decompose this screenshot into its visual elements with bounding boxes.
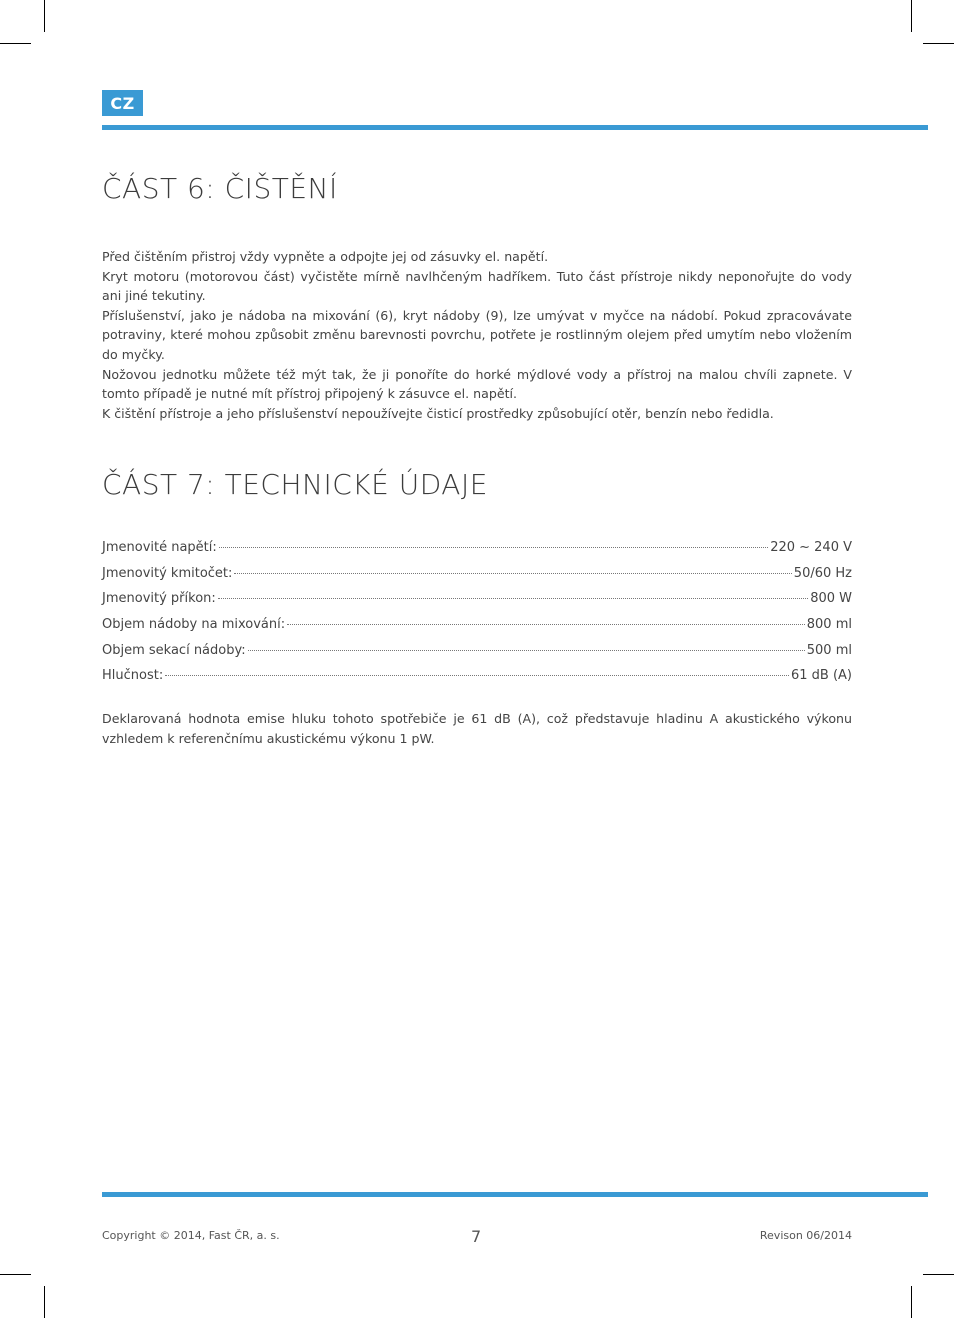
crop-mark	[923, 1274, 954, 1275]
spec-row	[102, 540, 852, 566]
page-number: 7	[471, 1227, 482, 1246]
dot-leader	[219, 547, 768, 548]
spec-list	[102, 540, 852, 694]
paragraph: Příslušenství, jako je nádoba na mixování (6), kryt nádoby (9), lze umývat v myčce na nádobí. Pokud zpracovávate potraviny, které mohou způsobit změnu barevnosti povrchu, potřete je rostlinným olejem před umytím nebo vložením do myčky.	[102, 307, 852, 362]
dot-leader	[218, 598, 808, 599]
dot-leader	[234, 573, 791, 574]
footer-rule	[102, 1192, 928, 1197]
section-6-body	[102, 247, 852, 423]
spec-row	[102, 566, 852, 592]
section-6-title: ČÁST 6: ČIŠTĚNÍ	[102, 172, 338, 205]
paragraph: K čištění přístroje a jeho příslušenství nepoužívejte čisticí prostředky způsobující otěr, benzín nebo ředidla.	[102, 405, 774, 421]
spec-label: Jmenovitý kmitočet:	[102, 565, 233, 581]
crop-mark	[911, 0, 912, 32]
crop-mark	[0, 43, 31, 44]
copyright: Copyright © 2014, Fast ČR, a. s.	[102, 1229, 280, 1242]
spec-label: Objem sekací nádoby:	[102, 642, 246, 658]
spec-value: 61 dB (A)	[790, 668, 852, 684]
paragraph: Nožovou jednotku můžete též mýt tak, že ji ponoříte do horké mýdlové vody a přístroj na malou chvíli zapnete. V tomto případě je nutné mít přístroj připojený k zásuvce el. napětí.	[102, 366, 852, 402]
crop-mark	[44, 0, 45, 32]
crop-mark	[0, 1274, 31, 1275]
dot-leader	[165, 675, 789, 676]
spec-value: 500 ml	[806, 642, 852, 658]
spec-value: 220 ~ 240 V	[770, 540, 852, 555]
spec-row	[102, 617, 852, 643]
spec-value: 50/60 Hz	[793, 565, 852, 581]
spec-label: Jmenovité napětí:	[102, 540, 217, 555]
spec-row	[102, 668, 852, 694]
spec-label: Jmenovitý příkon:	[102, 591, 216, 607]
header-rule	[102, 125, 928, 130]
dot-leader	[287, 624, 805, 625]
crop-mark	[44, 1286, 45, 1318]
spec-value: 800 ml	[806, 617, 852, 633]
paragraph: Kryt motoru (motorovou část) vyčistěte mírně navlhčeným hadříkem. Tuto část přístroje nikdy neponořujte do vody ani jiné tekutiny.	[102, 268, 852, 304]
spec-row	[102, 591, 852, 617]
paragraph: Před čištěním přistroj vždy vypněte a odpojte jej od zásuvky el. napětí.	[102, 249, 549, 264]
revision: Revison 06/2014	[759, 1229, 852, 1242]
paragraph: Deklarovaná hodnota emise hluku tohoto spotřebiče je 61 dB (A), což představuje hladinu A akustického výkonu vzhledem k referenčnímu akustickému výkonu 1 pW.	[102, 711, 852, 746]
crop-mark	[911, 1286, 912, 1318]
spec-label: Objem nádoby na mixování:	[102, 617, 286, 633]
spec-value: 800 W	[810, 591, 852, 607]
spec-row	[102, 643, 852, 669]
dot-leader	[248, 650, 805, 651]
crop-mark	[923, 43, 954, 44]
noise-note	[102, 709, 852, 748]
spec-label: Hlučnost:	[102, 668, 164, 684]
section-7-title: ČÁST 7: TECHNICKÉ ÚDAJE	[102, 468, 488, 501]
language-badge: CZ	[102, 90, 143, 116]
